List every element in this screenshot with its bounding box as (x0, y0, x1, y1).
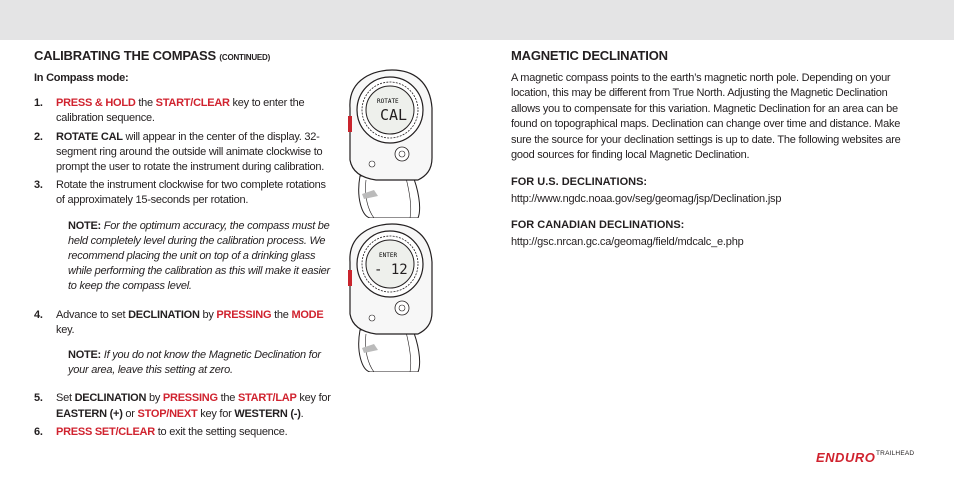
step-3 (34, 178, 334, 208)
step-number: 4. (34, 308, 43, 321)
step-text: the (135, 97, 156, 110)
title-text: CALIBRATING THE COMPASS (34, 48, 216, 63)
calibration-section (34, 47, 334, 440)
canadian-declinations-link[interactable]: http://gsc.nrcan.gc.ca/geomag/field/mdcalc_e.php (511, 236, 744, 249)
step-key: WESTERN (-) (234, 407, 301, 420)
compass-device-enter-illustration (348, 222, 438, 372)
step-number: 2. (34, 130, 43, 143)
step-key: PRESS & HOLD (56, 97, 136, 110)
canadian-declinations-heading: FOR CANADIAN DECLINATIONS: (511, 219, 685, 232)
step-text: by (146, 392, 163, 405)
mode-subtitle: In Compass mode: (34, 72, 129, 84)
step-key: STOP/NEXT (137, 407, 198, 420)
lcd-top-label: ENTER (379, 252, 398, 259)
step-text: will appear in the center of the display. 32-segment ring around the outside will animate clockwise to prompt the user to rotate the instrument during calibration. (56, 130, 325, 174)
product-name: TRAILHEAD (876, 450, 915, 457)
note-text: If you do not know the Magnetic Declination for your area, leave this setting at zero. (68, 349, 321, 377)
lcd-main-readout: CAL (380, 106, 408, 124)
step-text: . (300, 407, 304, 420)
step-number: 6. (34, 425, 43, 438)
step-text: key for (296, 392, 331, 405)
step-text: key. (56, 323, 75, 336)
step-text: the (271, 308, 292, 321)
step-text: Advance to set (56, 308, 129, 321)
lcd-main-readout: - 12 (374, 262, 408, 278)
header-band (0, 0, 954, 40)
step-text: Set (56, 392, 75, 405)
step-text: key to enter the calibration sequence. (56, 97, 305, 125)
step-text: or (122, 407, 138, 420)
logo-wordmark: ENDURO (816, 450, 876, 465)
step-2 (34, 130, 334, 176)
step-1 (34, 96, 334, 126)
lcd-top-label: ROTATE (377, 98, 399, 105)
step-key: PRESS SET/CLEAR (56, 425, 155, 438)
step-number: 5. (34, 392, 43, 405)
step-key: DECLINATION (128, 308, 200, 321)
compass-device-rotate-illustration (348, 68, 438, 218)
step-key: START/CLEAR (155, 97, 230, 110)
note-2 (34, 348, 334, 378)
step-text: Rotate the instrument clockwise for two complete rotations of approximately 15-seconds per rotation. (56, 179, 326, 207)
title-suffix: (CONTINUED) (219, 53, 271, 62)
declination-section (511, 47, 911, 249)
enduro-logo (816, 448, 876, 466)
declination-paragraph: A magnetic compass points to the earth’s magnetic north pole. Depending on your location, this may be different from True North. Adjusting the Magnetic Declination allows you to compensate for this variation. Magnetic Declination for an area can be found on topographical maps. Declination can change over time and distance. Make sure the source for your declination settings is up to date. The following websites are good sources for finding local Magnetic Declination. (511, 72, 901, 162)
step-key: START/LAP (237, 392, 297, 405)
step-6 (34, 425, 334, 440)
us-declinations-heading: FOR U.S. DECLINATIONS: (511, 176, 648, 189)
section-title (34, 47, 334, 67)
step-key: EASTERN (+) (56, 407, 123, 420)
step-key: MODE (291, 308, 324, 321)
step-key: PRESSING (216, 308, 272, 321)
step-number: 3. (34, 179, 43, 192)
note-label: NOTE: (68, 219, 101, 232)
step-key: PRESSING (162, 392, 218, 405)
steps-list (34, 96, 334, 440)
note-label: NOTE: (68, 349, 101, 362)
step-5 (34, 391, 334, 421)
step-text: by (199, 308, 217, 321)
us-declinations-link[interactable]: http://www.ngdc.noaa.gov/seg/geomag/jsp/Declination.jsp (511, 193, 782, 206)
step-key: ROTATE CAL (56, 130, 123, 143)
step-number: 1. (34, 97, 43, 110)
step-key: DECLINATION (74, 392, 147, 405)
note-1 (34, 219, 334, 295)
step-text: the (217, 392, 238, 405)
step-4 (34, 308, 334, 338)
section-title: MAGNETIC DECLINATION (511, 48, 668, 63)
step-text: to exit the setting sequence. (154, 425, 288, 438)
step-text: key for (197, 407, 235, 420)
note-text: For the optimum accuracy, the compass must be held completely level during the calibration process. We recommend placing the unit on top of a drinking glass while performing the calibration as this will make it easier to keep the compass level. (68, 219, 330, 293)
